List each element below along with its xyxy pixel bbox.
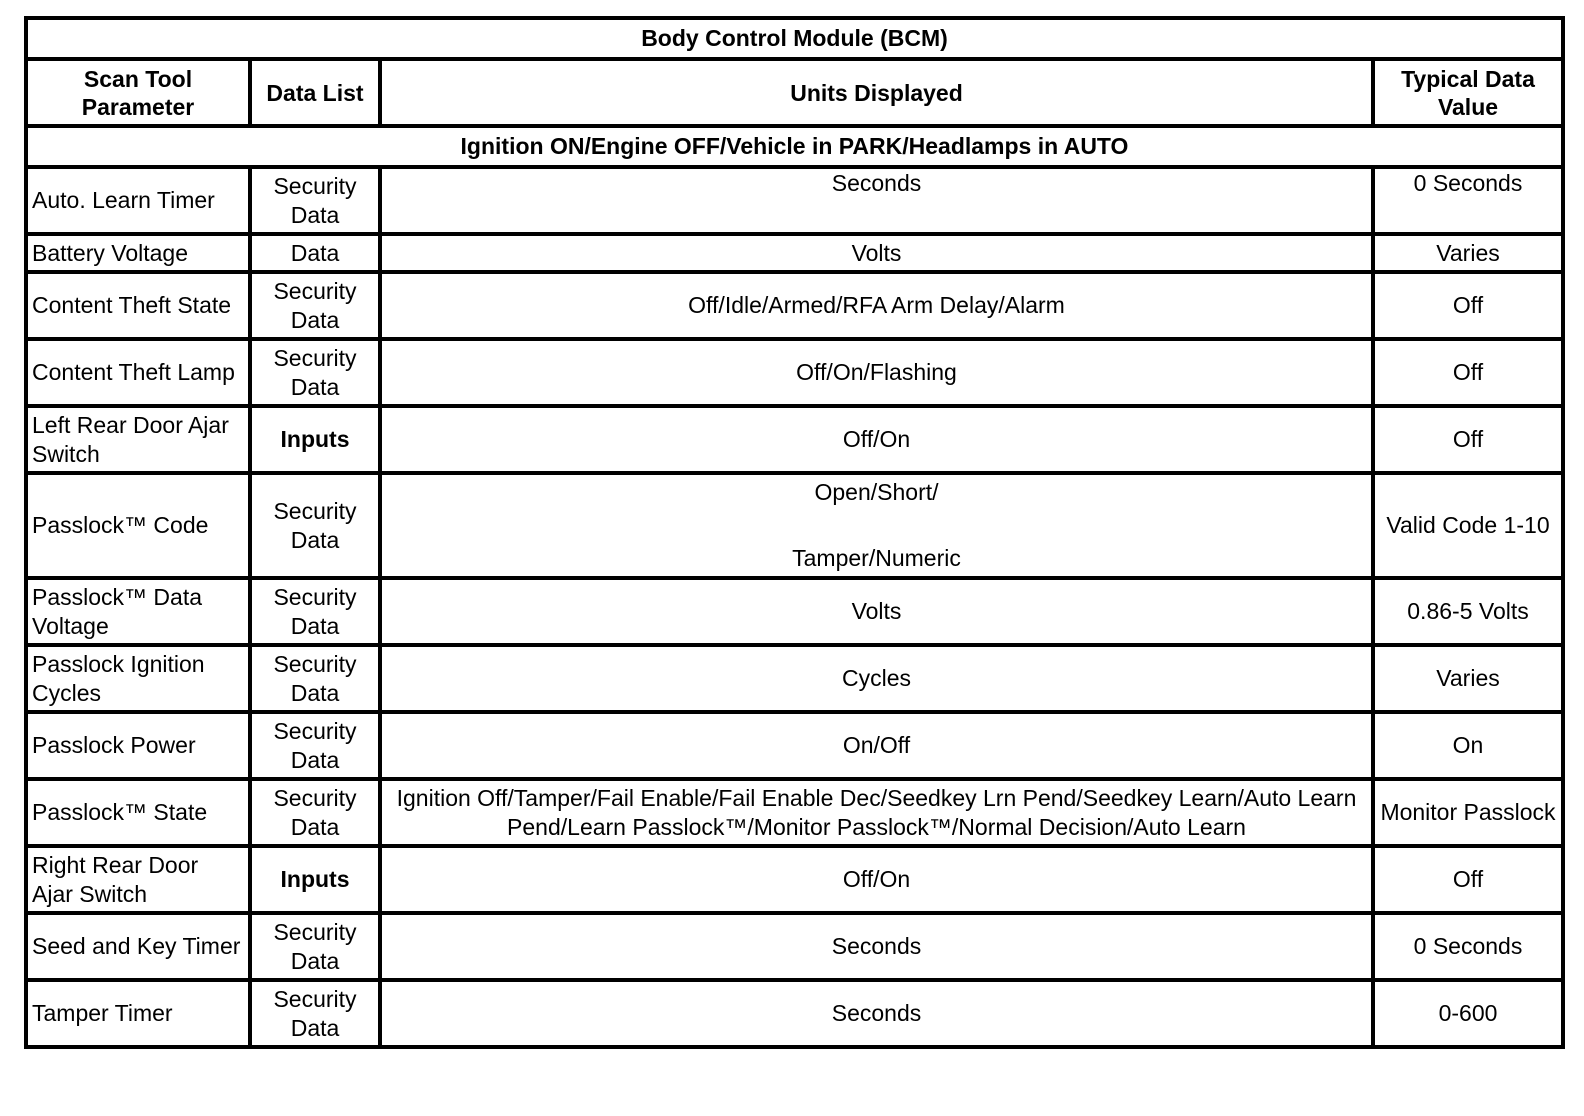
typical-value-cell: On xyxy=(1373,712,1563,779)
units-cell: Seconds xyxy=(380,167,1373,234)
typical-value-cell: Off xyxy=(1373,406,1563,473)
typical-value-cell: 0 Seconds xyxy=(1373,913,1563,980)
typical-value-cell: Monitor Passlock xyxy=(1373,779,1563,846)
units-line-2: Tamper/Numeric xyxy=(792,545,961,571)
typical-value-cell: 0.86-5 Volts xyxy=(1373,578,1563,645)
parameter-cell: Passlock Power xyxy=(26,712,250,779)
bcm-data-table xyxy=(24,16,1565,1049)
header-row xyxy=(26,59,1563,126)
parameter-cell: Passlock Ignition Cycles xyxy=(26,645,250,712)
units-cell: Off/On/Flashing xyxy=(380,339,1373,406)
data-list-cell: Inputs xyxy=(250,406,380,473)
data-list-cell: Security Data xyxy=(250,473,380,578)
units-cell: On/Off xyxy=(380,712,1373,779)
units-cell: Ignition Off/Tamper/Fail Enable/Fail Enable Dec/Seedkey Lrn Pend/Seedkey Learn/Auto Learn Pend/Learn Passlock™/Monitor Passlock™/Normal Decision/Auto Learn xyxy=(380,779,1373,846)
header-typical-data-value: Typical Data Value xyxy=(1373,59,1563,126)
table-title: Body Control Module (BCM) xyxy=(26,18,1563,59)
parameter-cell: Content Theft Lamp xyxy=(26,339,250,406)
test-condition: Ignition ON/Engine OFF/Vehicle in PARK/Headlamps in AUTO xyxy=(26,126,1563,167)
units-cell: Volts xyxy=(380,234,1373,272)
typical-value-cell: Varies xyxy=(1373,234,1563,272)
typical-value-cell: Valid Code 1-10 xyxy=(1373,473,1563,578)
table-row xyxy=(26,913,1563,980)
condition-row xyxy=(26,126,1563,167)
data-list-cell: Security Data xyxy=(250,980,380,1047)
data-list-cell: Security Data xyxy=(250,779,380,846)
data-list-cell: Security Data xyxy=(250,578,380,645)
parameter-cell: Passlock™ Data Voltage xyxy=(26,578,250,645)
typical-value-cell: Varies xyxy=(1373,645,1563,712)
units-multiline xyxy=(386,478,1367,573)
parameter-cell: Passlock™ State xyxy=(26,779,250,846)
header-units-displayed: Units Displayed xyxy=(380,59,1373,126)
typical-value-cell: 0-600 xyxy=(1373,980,1563,1047)
units-cell: Volts xyxy=(380,578,1373,645)
units-cell: Cycles xyxy=(380,645,1373,712)
table-row xyxy=(26,473,1563,578)
table-row xyxy=(26,779,1563,846)
units-cell: Seconds xyxy=(380,913,1373,980)
data-list-cell: Security Data xyxy=(250,913,380,980)
table-row xyxy=(26,234,1563,272)
data-list-cell: Security Data xyxy=(250,645,380,712)
header-data-list: Data List xyxy=(250,59,380,126)
data-list-cell: Security Data xyxy=(250,712,380,779)
table-row xyxy=(26,846,1563,913)
units-cell: Off/On xyxy=(380,846,1373,913)
data-list-cell: Data xyxy=(250,234,380,272)
units-cell: Off/On xyxy=(380,406,1373,473)
table-row xyxy=(26,167,1563,234)
parameter-cell: Left Rear Door Ajar Switch xyxy=(26,406,250,473)
data-list-cell: Security Data xyxy=(250,167,380,234)
parameter-cell: Passlock™ Code xyxy=(26,473,250,578)
table-row xyxy=(26,645,1563,712)
table-row xyxy=(26,406,1563,473)
table-row xyxy=(26,980,1563,1047)
header-scan-tool-parameter: Scan Tool Parameter xyxy=(26,59,250,126)
typical-value-cell: Off xyxy=(1373,339,1563,406)
table-row xyxy=(26,578,1563,645)
units-cell xyxy=(380,473,1373,578)
units-cell: Off/Idle/Armed/RFA Arm Delay/Alarm xyxy=(380,272,1373,339)
data-list-cell: Security Data xyxy=(250,339,380,406)
data-list-cell: Inputs xyxy=(250,846,380,913)
parameter-cell: Right Rear Door Ajar Switch xyxy=(26,846,250,913)
table-row xyxy=(26,712,1563,779)
parameter-cell: Auto. Learn Timer xyxy=(26,167,250,234)
parameter-cell: Content Theft State xyxy=(26,272,250,339)
parameter-cell: Tamper Timer xyxy=(26,980,250,1047)
parameter-cell: Battery Voltage xyxy=(26,234,250,272)
units-cell: Seconds xyxy=(380,980,1373,1047)
table-row xyxy=(26,272,1563,339)
typical-value-cell: 0 Seconds xyxy=(1373,167,1563,234)
title-row xyxy=(26,18,1563,59)
typical-value-cell: Off xyxy=(1373,846,1563,913)
typical-value-cell: Off xyxy=(1373,272,1563,339)
table-row xyxy=(26,339,1563,406)
data-list-cell: Security Data xyxy=(250,272,380,339)
parameter-cell: Seed and Key Timer xyxy=(26,913,250,980)
units-line-1: Open/Short/ xyxy=(814,479,939,505)
